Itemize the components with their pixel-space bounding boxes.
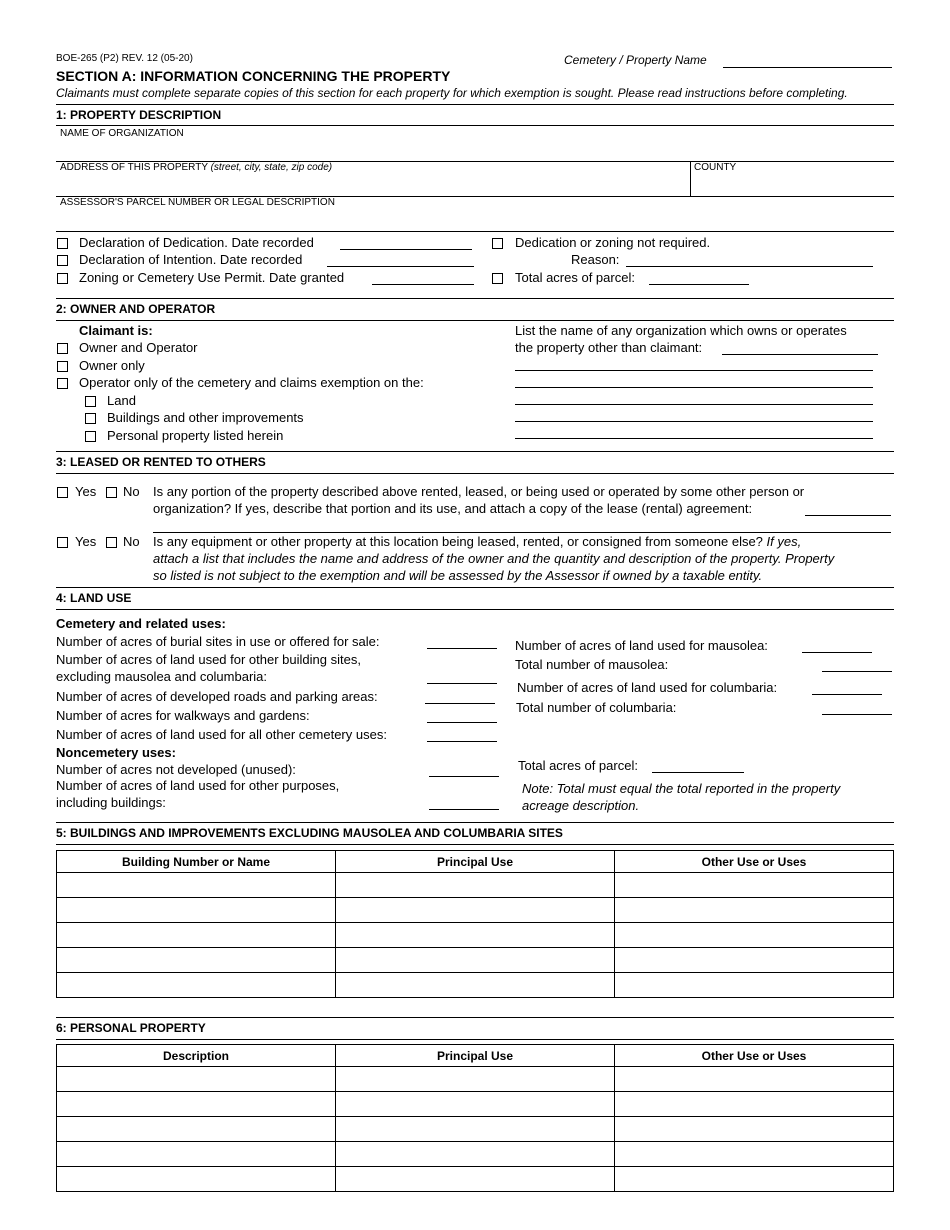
mausolea-count-field[interactable] (822, 671, 892, 672)
table-row (57, 1117, 894, 1142)
building-sites-label-a: Number of acres of land used for other building sites, (56, 652, 361, 667)
total-acres-checkbox[interactable] (492, 273, 503, 284)
personal-property-label: Personal property listed herein (107, 428, 284, 443)
other-org-line[interactable] (515, 370, 873, 371)
col-header: Other Use or Uses (615, 851, 894, 873)
dedication-label: Declaration of Dedication. Date recorded (79, 235, 314, 250)
intention-label: Declaration of Intention. Date recorded (79, 252, 303, 267)
section-title: SECTION A: INFORMATION CONCERNING THE PROPERTY (56, 68, 451, 84)
org-name-label: NAME OF ORGANIZATION (60, 128, 184, 139)
parcel-field[interactable] (56, 210, 894, 230)
owner-only-label: Owner only (79, 358, 145, 373)
table-cell[interactable] (336, 1167, 615, 1192)
owner-operator-checkbox[interactable] (57, 343, 68, 354)
address-field[interactable] (56, 175, 686, 195)
intention-date-field[interactable] (327, 266, 474, 267)
table-cell[interactable] (615, 898, 894, 923)
parcel-total-field[interactable] (652, 772, 744, 773)
table-row (57, 1142, 894, 1167)
columbaria-count-label: Total number of columbaria: (516, 700, 677, 715)
cemetery-uses-heading: Cemetery and related uses: (56, 616, 226, 631)
section-2-title: 2: OWNER AND OPERATOR (56, 302, 216, 316)
table-cell[interactable] (615, 873, 894, 898)
other-purposes-label-a: Number of acres of land used for other purposes, (56, 778, 340, 793)
land-checkbox[interactable] (85, 396, 96, 407)
section-6-title: 6: PERSONAL PROPERTY (56, 1021, 206, 1035)
instructions: Claimants must complete separate copies of this section for each property for which exemption is sought. Please read instructions before completing. (56, 86, 848, 100)
other-org-line[interactable] (515, 404, 873, 405)
undeveloped-label: Number of acres not developed (unused): (56, 762, 296, 777)
mausolea-acres-label: Number of acres of land used for mausolea: (515, 638, 768, 653)
walkways-field[interactable] (427, 722, 497, 723)
operator-only-checkbox[interactable] (57, 378, 68, 389)
columbaria-count-field[interactable] (822, 714, 892, 715)
table-cell[interactable] (57, 1067, 336, 1092)
columbaria-acres-label: Number of acres of land used for columbaria: (517, 680, 778, 695)
q1-answer-field[interactable] (805, 515, 891, 516)
mausolea-acres-field[interactable] (802, 652, 872, 653)
table-cell[interactable] (336, 1067, 615, 1092)
table-row (57, 1092, 894, 1117)
q2-text-c: so listed is not subject to the exemption and will be assessed by the Assessor if owned by a taxable entity. (153, 568, 763, 583)
undeveloped-field[interactable] (429, 776, 499, 777)
mausolea-count-label: Total number of mausolea: (515, 657, 669, 672)
other-org-line[interactable] (515, 421, 873, 422)
note-line-1: Note: Total must equal the total reported in the property (522, 781, 841, 796)
table-cell[interactable] (336, 873, 615, 898)
total-acres-field[interactable] (649, 284, 749, 285)
table-row (57, 1067, 894, 1092)
table-cell[interactable] (336, 973, 615, 998)
buildings-label: Buildings and other improvements (107, 410, 304, 425)
q2-no-checkbox[interactable] (106, 537, 117, 548)
operator-only-label: Operator only of the cemetery and claims exemption on the: (79, 375, 424, 390)
owner-only-checkbox[interactable] (57, 361, 68, 372)
total-acres-label: Total acres of parcel: (515, 270, 635, 285)
org-name-field[interactable] (56, 140, 894, 160)
q1-text-b: organization? If yes, describe that portion and its use, and attach a copy of the lease (rental) agreement: (153, 501, 753, 516)
q2-yes-label: Yes (75, 534, 97, 549)
parcel-total-label: Total acres of parcel: (518, 758, 638, 773)
columbaria-acres-field[interactable] (812, 694, 882, 695)
col-header: Principal Use (336, 1045, 615, 1067)
claimant-is-label: Claimant is: (79, 323, 153, 338)
table-row (57, 948, 894, 973)
table-cell[interactable] (57, 873, 336, 898)
zoning-date-field[interactable] (372, 284, 474, 285)
table-row (57, 923, 894, 948)
intention-checkbox[interactable] (57, 255, 68, 266)
table-cell[interactable] (615, 923, 894, 948)
land-label: Land (107, 393, 136, 408)
section-3-title: 3: LEASED OR RENTED TO OTHERS (56, 455, 266, 469)
parcel-label: ASSESSOR'S PARCEL NUMBER OR LEGAL DESCRIPTION (60, 197, 335, 208)
other-org-field[interactable] (722, 354, 878, 355)
other-org-line[interactable] (515, 438, 873, 439)
table-cell[interactable] (615, 973, 894, 998)
q1-no-checkbox[interactable] (106, 487, 117, 498)
building-sites-field[interactable] (427, 683, 497, 684)
q2-text-b: attach a list that includes the name and address of the owner and the quantity and description of the property. Property (153, 551, 835, 566)
note-line-2: acreage description. (522, 798, 640, 813)
burial-acres-field[interactable] (427, 648, 497, 649)
zoning-label: Zoning or Cemetery Use Permit. Date granted (79, 270, 345, 285)
q1-yes-checkbox[interactable] (57, 487, 68, 498)
q2-no-label: No (123, 534, 140, 549)
section-5-title: 5: BUILDINGS AND IMPROVEMENTS EXCLUDING MAUSOLEA AND COLUMBARIA SITES (56, 826, 563, 840)
not-required-label: Dedication or zoning not required. (515, 235, 711, 250)
table-cell[interactable] (57, 1117, 336, 1142)
col-header: Principal Use (336, 851, 615, 873)
form-id: BOE-265 (P2) REV. 12 (05-20) (56, 53, 193, 64)
personal-property-checkbox[interactable] (85, 431, 96, 442)
table-cell[interactable] (57, 1167, 336, 1192)
buildings-table (56, 850, 894, 998)
reason-label: Reason: (571, 252, 620, 267)
list-question-2: the property other than claimant: (515, 340, 703, 355)
table-cell[interactable] (336, 1092, 615, 1117)
cemetery-name-field[interactable] (723, 67, 892, 68)
county-field[interactable] (692, 175, 892, 195)
building-sites-label-b: excluding mausolea and columbaria: (56, 669, 268, 684)
address-label: ADDRESS OF THIS PROPERTY (street, city, state, zip code) (60, 162, 333, 173)
table-cell[interactable] (336, 923, 615, 948)
table-row (57, 973, 894, 998)
not-required-checkbox[interactable] (492, 238, 503, 249)
table-cell[interactable] (57, 898, 336, 923)
dedication-date-field[interactable] (340, 249, 472, 250)
table-cell[interactable] (57, 948, 336, 973)
county-label: COUNTY (694, 162, 737, 173)
table-row (57, 873, 894, 898)
other-purposes-field[interactable] (429, 809, 499, 810)
q1-yes-label: Yes (75, 484, 97, 499)
zoning-checkbox[interactable] (57, 273, 68, 284)
q2-yes-checkbox[interactable] (57, 537, 68, 548)
col-header: Description (57, 1045, 336, 1067)
table-cell[interactable] (336, 1117, 615, 1142)
list-question-1: List the name of any organization which owns or operates (515, 323, 847, 338)
other-cemetery-field[interactable] (427, 741, 497, 742)
table-row (57, 1167, 894, 1192)
table-row (57, 898, 894, 923)
burial-acres-label: Number of acres of burial sites in use or offered for sale: (56, 634, 380, 649)
table-cell[interactable] (57, 973, 336, 998)
cemetery-name-label: Cemetery / Property Name (564, 53, 707, 67)
table-cell[interactable] (57, 923, 336, 948)
other-purposes-label-b: including buildings: (56, 795, 166, 810)
table-cell[interactable] (336, 898, 615, 923)
table-cell[interactable] (615, 1117, 894, 1142)
q1-no-label: No (123, 484, 140, 499)
buildings-checkbox[interactable] (85, 413, 96, 424)
section-1-title: 1: PROPERTY DESCRIPTION (56, 108, 222, 122)
table-cell[interactable] (57, 1092, 336, 1117)
section-4-title: 4: LAND USE (56, 591, 132, 605)
table-cell[interactable] (615, 1142, 894, 1167)
q1-text-a: Is any portion of the property described above rented, leased, or being used or operated by some other person or (153, 484, 805, 499)
walkways-label: Number of acres for walkways and gardens: (56, 708, 310, 723)
q2-text-a: Is any equipment or other property at this location being leased, rented, or consigned from someone else? If yes, (153, 534, 802, 549)
table-cell[interactable] (57, 1142, 336, 1167)
table-cell[interactable] (615, 1067, 894, 1092)
q1-answer-line[interactable] (153, 532, 891, 533)
dedication-checkbox[interactable] (57, 238, 68, 249)
other-org-line[interactable] (515, 387, 873, 388)
table-cell[interactable] (336, 948, 615, 973)
col-header: Other Use or Uses (615, 1045, 894, 1067)
table-cell[interactable] (615, 948, 894, 973)
owner-operator-label: Owner and Operator (79, 340, 198, 355)
personal-property-table (56, 1044, 894, 1192)
roads-field[interactable] (425, 703, 495, 704)
col-header: Building Number or Name (57, 851, 336, 873)
roads-label: Number of acres of developed roads and parking areas: (56, 689, 378, 704)
table-cell[interactable] (615, 1092, 894, 1117)
other-cemetery-label: Number of acres of land used for all other cemetery uses: (56, 727, 387, 742)
table-cell[interactable] (336, 1142, 615, 1167)
noncemetery-heading: Noncemetery uses: (56, 745, 176, 760)
table-cell[interactable] (615, 1167, 894, 1192)
reason-field[interactable] (626, 266, 873, 267)
